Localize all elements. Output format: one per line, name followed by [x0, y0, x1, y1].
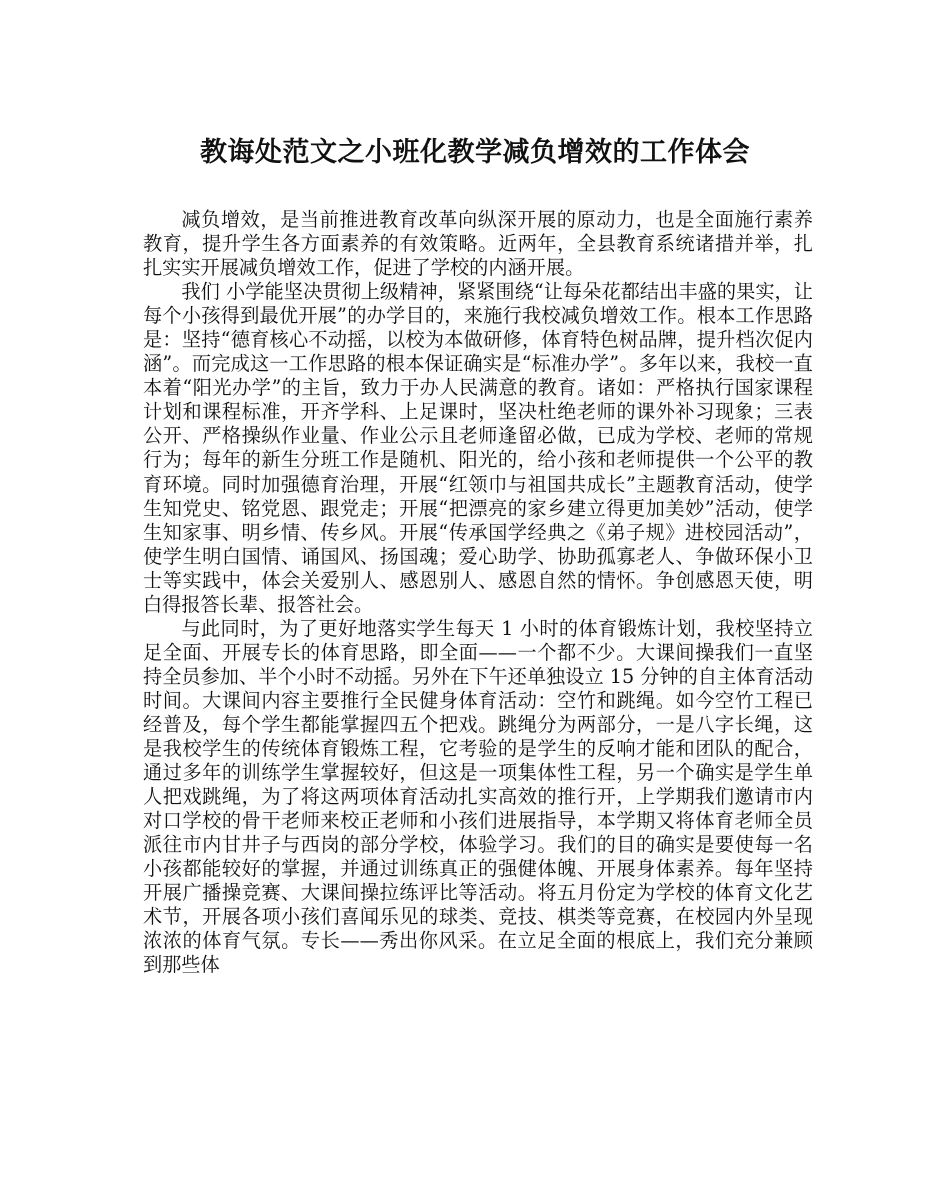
- document-body: [143, 208, 813, 978]
- document-title: 教诲处范文之小班化教学减负增效的工作体会: [200, 137, 750, 168]
- paragraph-1: 减负增效，是当前推进教育改革向纵深开展的原动力，也是全面施行素养教育，提升学生各方面素养的有效策略。近两年，全县教育系统诸措并举，扎扎实实开展减负增效工作，促进了学校的内涵开展。: [143, 208, 813, 280]
- paragraph-3: 与此同时，为了更好地落实学生每天 1 小时的体育锻炼计划，我校坚持立足全面、开展专长的体育思路，即全面——一个都不少。大课间操我们一直坚持全员参加、半个小时不动摇。另外在下午还单独设立 15 分钟的自主体育活动时间。大课间内容主要推行全民健身体育活动：空竹和跳绳。如今空竹工程已经普及，每个学生都能掌握四五个把戏。跳绳分为两部分，一是八字长绳，这是我校学生的传统体育锻炼工程，它考验的是学生的反响才能和团队的配合，通过多年的训练学生掌握较好，但这是一项集体性工程，另一个确实是学生单人把戏跳绳，为了将这两项体育活动扎实高效的推行开，上学期我们邀请市内对口学校的骨干老师来校正老师和小孩们进展指导，本学期又将体育老师全员派往市内甘井子与西岗的部分学校，体验学习。我们的目的确实是要使每一名小孩都能较好的掌握，并通过训练真正的强健体魄、开展身体素养。每年坚持开展广播操竞赛、大课间操拉练评比等活动。将五月份定为学校的体育文化艺术节，开展各项小孩们喜闻乐见的球类、竞技、棋类等竞赛，在校园内外呈现浓浓的体育气氛。专长——秀出你风采。在立足全面的根底上，我们充分兼顾到那些体: [143, 616, 813, 977]
- paragraph-2: 我们 小学能坚决贯彻上级精神，紧紧围绕“让每朵花都结出丰盛的果实，让每个小孩得到最优开展”的办学目的，来施行我校减负增效工作。根本工作思路是：坚持“德育核心不动摇，以校为本做研修，体育特色树品牌，提升档次促内涵”。而完成这一工作思路的根本保证确实是“标准办学”。多年以来，我校一直本着“阳光办学”的主旨，致力于办人民满意的教育。诸如：严格执行国家课程计划和课程标准，开齐学科、上足课时，坚决杜绝老师的课外补习现象；三表公开、严格操纵作业量、作业公示且老师逢留必做，已成为学校、老师的常规行为；每年的新生分班工作是随机、阳光的，给小孩和老师提供一个公平的教育环境。同时加强德育治理，开展“红领巾与祖国共成长”主题教育活动，使学生知党史、铭党恩、跟党走；开展“把漂亮的家乡建立得更加美妙”活动，使学生知家事、明乡情、传乡风。开展“传承国学经典之《弟子规》进校园活动”，使学生明白国情、诵国风、扬国魂；爱心助学、协助孤寡老人、争做环保小卫士等实践中，体会关爱别人、感恩别人、感恩自然的情怀。争创感恩天使，明白得报答长辈、报答社会。: [143, 280, 813, 616]
